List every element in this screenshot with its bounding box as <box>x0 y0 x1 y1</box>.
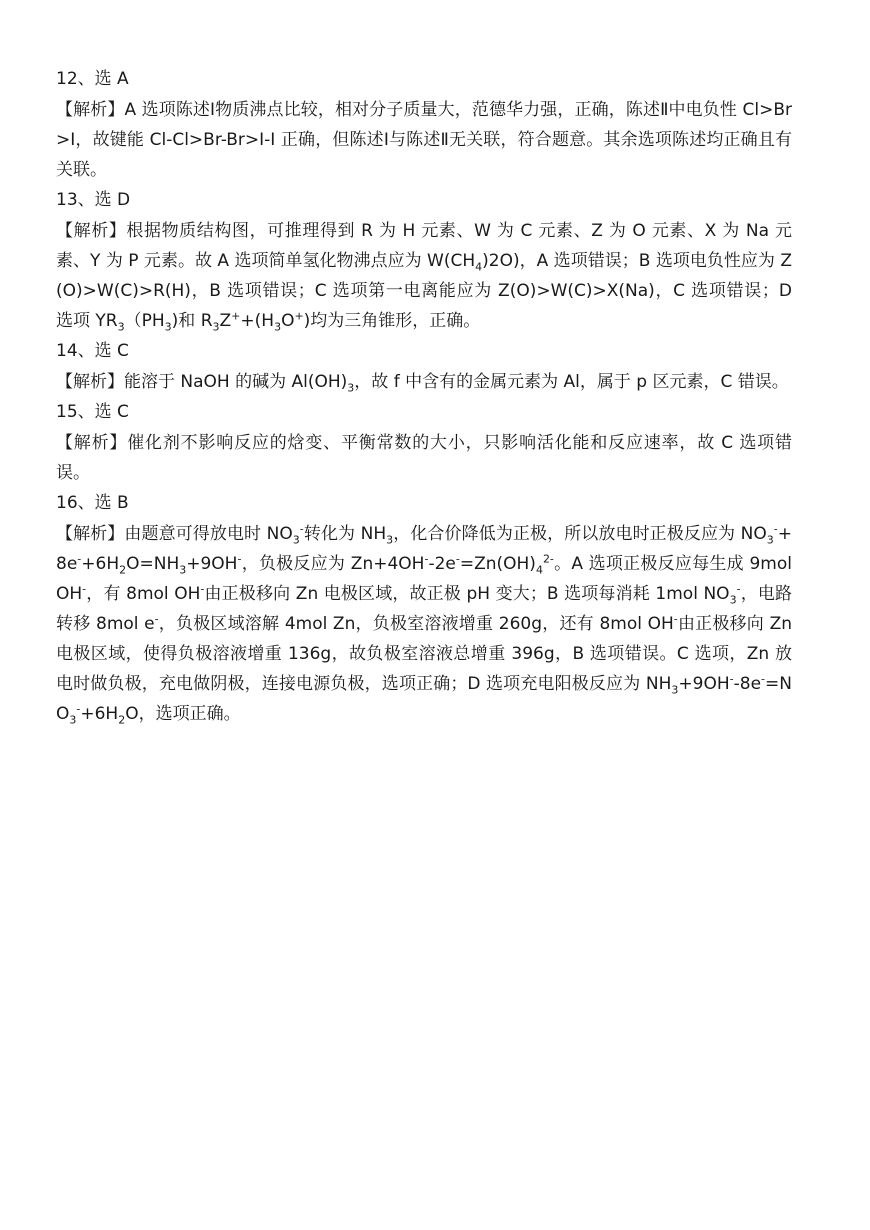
question-12-explanation: 【解析】A 选项陈述Ⅰ物质沸点比较，相对分子质量大，范德华力强，正确，陈述Ⅱ中电负性 Cl>Br>I，故键能 Cl-Cl>Br-Br>I-I 正确，但陈述Ⅰ与陈述Ⅱ无关联，符合题意。其余选项陈述均正确且有关联。 <box>56 100 792 180</box>
question-15 <box>56 397 792 488</box>
question-15-explanation: 【解析】催化剂不影响反应的焓变、平衡常数的大小，只影响活化能和反应速率，故 C 选项错误。 <box>56 433 792 483</box>
question-16-answer: 16、选 B <box>56 493 129 513</box>
question-13-answer: 13、选 D <box>56 190 131 210</box>
question-14-answer: 14、选 C <box>56 341 129 361</box>
question-15-answer: 15、选 C <box>56 402 129 422</box>
question-14-explanation: 【解析】能溶于 NaOH 的碱为 $Al(OH)_3$，故 f 中含有的金属元素为 Al，属于 p 区元素，C 错误。 <box>56 372 789 395</box>
question-16 <box>56 488 792 729</box>
question-13 <box>56 185 792 336</box>
question-16-explanation: 【解析】由题意可得放电时 $NO_3^-$转化为 $NH_3$，化合价降低为正极，所以放电时正极反应为 $NO_3^-+8e^-+6H_2O=NH_3+9OH^-$，负极反应为 $Zn+4OH^--2e^-=Zn(OH)_4^{2-}$。A 选项正极反应每生成 9mol OH-，有 8mol OH-由正极移向 Zn 电极区域，故正极 pH 变大；B 选项每消耗 1mol $NO_3^-$，电路转移 8mol e-，负极区域溶解 4mol Zn，负极室溶液增重 260g，还有 8mol OH-由正极移向 Zn 电极区域，使得负极溶液增重 136g，故负极室溶液总增重 396g，B 选项错误。C 选项，Zn 放电时做负极，充电做阴极，连接电源负极，选项正确；D 选项充电阳极反应为 $NH_3+9OH^--8e^-=NO_3^-+6H_2O$，选项正确。 <box>56 522 792 727</box>
question-14 <box>56 336 792 397</box>
question-12 <box>56 64 792 185</box>
question-12-answer: 12、选 A <box>56 69 129 89</box>
question-13-explanation: 【解析】根据物质结构图，可推理得到 R 为 H 元素、W 为 C 元素、Z 为 O 元素、X 为 Na 元素、Y 为 P 元素。故 A 选项简单氢化物沸点应为 $W(CH_4)2O$)，A 选项错误；B 选项电负性应为 Z(O)>W(C)>R(H)，B 选项错误；C 选项第一电离能应为 Z(O)>W(C)>X(Na)，C 选项错误；D 选项 $YR_3(PH_3)$和 $R_3Z^++(H_3O^+)$均为三角锥形，正确。 <box>56 221 792 334</box>
